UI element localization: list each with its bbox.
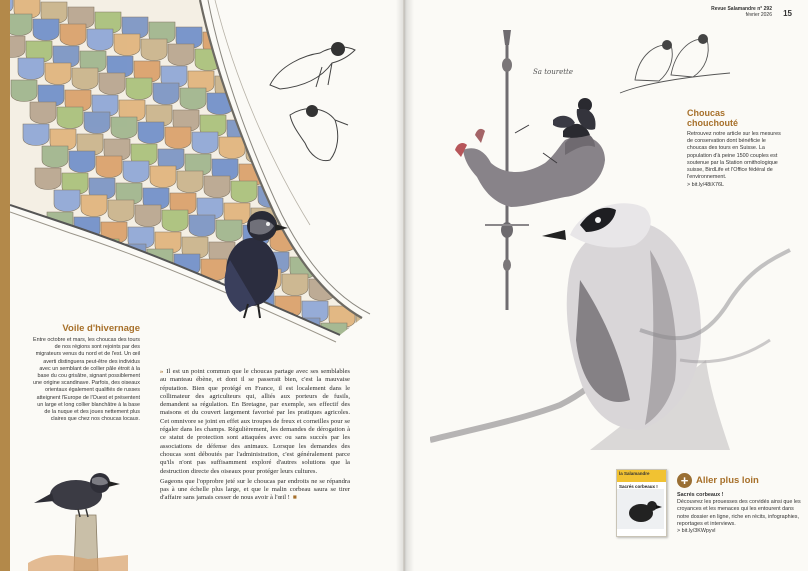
more-text: Découvrez les prouesses des corvidés ainsi que les croyances et les menaces qui les entourent dans notre dossier en ligne, riche en récits, infographies, reportages et interviews. [677, 499, 801, 527]
roof-tile [18, 58, 44, 80]
aller-plus-loin-heading: Aller plus loin [696, 475, 759, 486]
roof-tile [324, 240, 350, 262]
roof-tile [123, 161, 149, 183]
roof-tile [42, 146, 68, 168]
cover-title: Sacrés corbeaux ! [619, 484, 658, 489]
sidebar-heading-right: Choucas chouchouté [687, 108, 738, 128]
roof-tile [150, 166, 176, 188]
roof-tile [140, 271, 166, 293]
roof-tile [180, 88, 206, 110]
hivernage-sidebar [32, 323, 140, 423]
roof-tile [339, 201, 365, 223]
roof-tile [317, 262, 343, 284]
roof-tile [54, 190, 80, 212]
aller-plus-loin-header [677, 473, 802, 488]
magazine-date: février 2026 [745, 12, 772, 18]
roof-tile [219, 137, 245, 159]
roof-tile [66, 234, 92, 256]
article-paragraph-1: » Il est un point commun que le choucas partage avec ses semblables au manteau ébène, et dont il se passerait bien, c'est la mauvaise réputation. Bien que protégé en France, il est localement dans le collimateur des agriculteurs qui, alliés aux porteurs de fusils, demandent sa régulation. En Bretagne, par exemple, ses effectif des maisons et du couvert largement favorisé par les pratiques agricoles. Cet omnivore se joint en effet aux troupes de freux et corneilles pour se régaler dans les champs. Régulièrement, les demandes de dérogation à ce statut de protection sont attaquées avec ou sans succès par les associations de défense des animaux. Lorsque les demandes des choucas sont déboutés par l'administration, c'est généralement parce qu'ils n'ont pas suffisamment exploré d'autres solutions que la destruction directe des oiseaux pour protéger leurs cultures. [160, 368, 350, 475]
sidebar-text: Entre octobre et mars, les choucas des tours de nos régions sont rejoints par des migrateurs venus du nord et de l'est. Un œil averti distinguera peut-être des individus avec un semblant de collier pâle étroit à la base du cou grisâtre, signant possiblement une origine scandinave. Parfois, des oiseaux orientaux également qualifiés de russes atteignent l'Europe de l'Ouest et présentent un large et long collier blanchâtre à la base de la nuque et des joues nettement plus claires que chez nos choucas locaux. [33, 337, 140, 423]
roof-tile [305, 218, 331, 240]
roof-tile [69, 151, 95, 173]
article-dropcap: » [160, 368, 164, 375]
roof-tile [348, 328, 374, 345]
roof-tile [10, 36, 25, 58]
sidebar-heading: Voile d'hivernage [62, 323, 140, 334]
roof-tile [105, 283, 131, 305]
plus-icon: + [677, 473, 692, 488]
roof-tile [363, 289, 389, 311]
roof-tile [356, 311, 382, 333]
roof-tile [86, 261, 112, 283]
roof-tile [126, 78, 152, 100]
magazine-cover [616, 469, 667, 537]
roof-tile [165, 127, 191, 149]
roof-tile [30, 102, 56, 124]
magazine-header [711, 6, 772, 18]
roof-tile [45, 63, 71, 85]
roof-tile [293, 174, 319, 196]
roof-tile [204, 176, 230, 198]
roof-tile [59, 256, 85, 278]
roof-tile [159, 293, 185, 315]
roof-tile [138, 122, 164, 144]
roof-tile [47, 212, 73, 234]
left-page [0, 0, 403, 571]
roof-tile [60, 24, 86, 46]
roof-tile [113, 266, 139, 288]
article-paragraph-2: Gageons que l'opprobre jeté sur le choucas par endroits ne se répandra pas à une échelle plus large, et que le malin corbeau saura se tirer d'affaire sans jamais cesser de nous avoir à l'œil ! ■ [160, 477, 350, 502]
sidebar-link-right[interactable]: > bit.ly/48iX76L [687, 182, 725, 189]
sidebar-text-right: Retrouvez notre article sur les mesures de conservation dont bénéficie le choucas des tours en Suisse. La population d'à peine 1500 couples est soutenue par la Station ornithologique suisse, BirdLife et l'Office fédéral de l'environnement. [687, 131, 781, 181]
roof-tile [87, 29, 113, 51]
jackdaw-post-illustration [28, 455, 128, 571]
roof-tile [72, 68, 98, 90]
roof-tile [192, 132, 218, 154]
roof-tile [78, 278, 104, 300]
aller-plus-loin-box [677, 473, 802, 534]
roof-tile [81, 195, 107, 217]
roof-tile [11, 80, 37, 102]
roof-tile [168, 44, 194, 66]
roof-tile [84, 112, 110, 134]
magazine-name: Revue Salamandre n° 292 [711, 6, 772, 12]
roof-tile [177, 171, 203, 193]
roof-tile [309, 279, 335, 301]
roof-tile [162, 210, 188, 232]
article-body [160, 368, 350, 503]
roof-tile [96, 156, 122, 178]
roof-tile [147, 249, 173, 271]
roof-tile [111, 117, 137, 139]
chouchoute-sidebar [687, 108, 782, 188]
roof-tile [57, 107, 83, 129]
large-jackdaw-illustration [430, 190, 805, 460]
cover-logo: la Salamandre [617, 470, 666, 482]
roof-tile [108, 200, 134, 222]
roof-tile [320, 179, 346, 201]
more-subheading: Sacrés corbeaux ! [677, 492, 724, 498]
roof-tile [33, 19, 59, 41]
page-gutter [396, 0, 414, 571]
page-edge-strip [0, 0, 10, 571]
roof-tile [312, 196, 338, 218]
cover-bird-image [617, 489, 664, 529]
sketch-label: Sa tourette [533, 68, 573, 76]
roof-tile [114, 34, 140, 56]
roof-tile [167, 276, 193, 298]
roof-tile [344, 267, 370, 289]
roof-tile [153, 83, 179, 105]
birds-on-branch-sketch [615, 25, 735, 100]
roof-tile [132, 288, 158, 310]
roof-tile [135, 205, 161, 227]
roof-tile [297, 235, 323, 257]
page-number-right: 15 [783, 9, 792, 18]
roof-tile [10, 14, 32, 36]
right-page [405, 0, 808, 571]
more-link[interactable]: > bit.ly/3KWpyvl [677, 528, 716, 535]
roof-tile [99, 73, 125, 95]
roof-tile [186, 298, 212, 320]
jackdaw-sketches [250, 25, 370, 175]
roof-tile [35, 168, 61, 190]
roof-tile [141, 39, 167, 61]
roof-tile [332, 223, 358, 245]
end-mark: ■ [292, 494, 297, 502]
roof-tile [351, 245, 377, 267]
jackdaw-roof-illustration [210, 200, 300, 320]
roof-tile [23, 124, 49, 146]
